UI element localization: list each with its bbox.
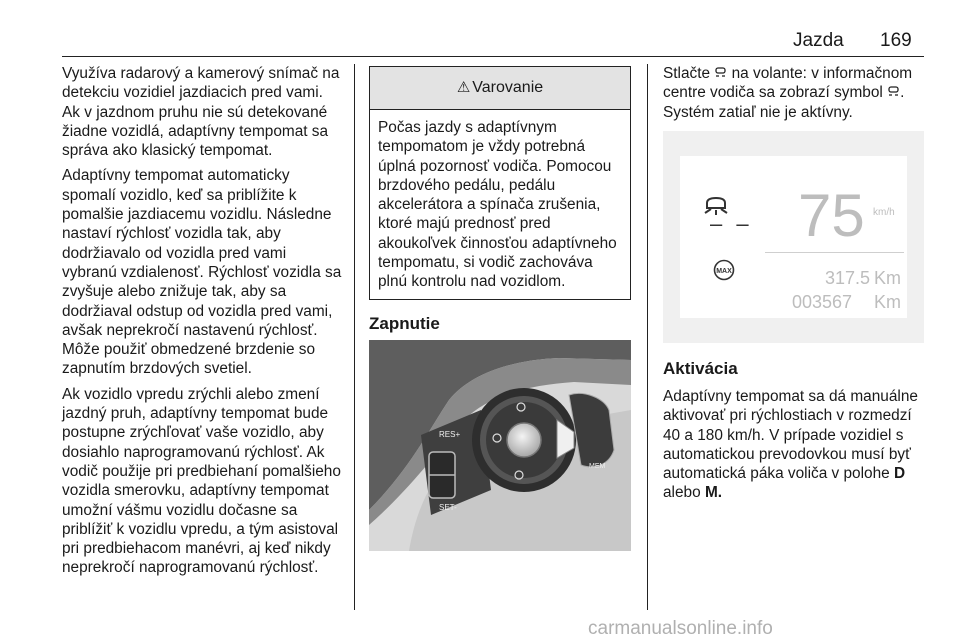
section-title-aktivacia: Aktivácia [663,359,738,378]
mem-label: MEM [589,463,606,470]
display-divider [765,252,904,253]
res-label: RES+ [439,430,461,439]
paragraph [663,64,933,122]
watermark: carmanualsonline.info [588,618,773,639]
paragraph: Adaptívny tempomat automaticky spomalí vozidlo, keď sa priblížite k pomalšie jazdiacemu vozidlu. Následne nastaví rýchlosť vozidla tak, aby dodržiavalo od vozidla pred vami vybranú vzdialenosť. Rýchlosť vozidla sa zvyšuje alebo znižuje tak, aby sa dodržiaval odstup od vozidla pred vami, avšak neprekročí nastavenú rýchlosť. Môže použiť obmedzené brzdenie so zapnutím brzdových svetiel. [62,167,342,378]
gear-m: M. [704,484,723,502]
steering-wheel-figure [369,340,631,551]
section-title-zapnutie: Zapnutie [369,314,440,333]
page-header [0,0,960,58]
warning-triangle-icon: ⚠ [456,79,471,96]
warning-title: Varovanie [472,79,544,96]
paragraph [663,387,933,503]
text-span: Stlačte [663,65,711,82]
warning-header [370,67,630,110]
adaptive-cruise-icon [714,66,727,79]
adaptive-cruise-icon [887,85,900,98]
column-1 [62,64,344,584]
warning-box [369,66,631,300]
display-screen [680,156,907,318]
trip-distance: 317.5 [825,268,871,288]
column-divider-2 [647,64,648,610]
text-span: alebo [663,484,701,502]
header-rule [62,56,924,57]
page-number: 169 [880,30,912,51]
paragraph: Využíva radarový a kamerový snímač na detekciu vozidiel jazdiacich pred vami. Ak v jazdnom pruhu nie sú detekované žiadne vozidlá, adaptívny tempomat sa správa ako klasický tempomat. [62,65,340,160]
odometer-unit: Km [874,292,901,312]
set-label: SET- [439,503,457,512]
speed-unit: km/h [873,207,895,218]
text-span: na volante: v informačnom centre vodiča sa zobrazí symbol [663,65,913,102]
set-speed-dashes: – – [710,211,753,236]
trip-unit: Km [874,268,901,288]
speed-limiter-max-icon [713,259,735,281]
chapter-title: Jazda [793,30,844,51]
activation-text [663,387,933,509]
cruise-control-buttons-icon [369,340,631,551]
speed-value: 75 [798,182,865,249]
text-span: . Systém zatiaľ nie je aktívny. [663,84,905,121]
column-3 [663,64,933,128]
warning-text: Počas jazdy s adaptívnym tempomatom je vždy potrebná úplná pozornosť vodiča. Pomocou brzdového pedálu, pedálu akcelerátora a spínača zrušenia, ktoré majú prednosť pred akoukoľvek činnosťou adaptívneho tempomatu, si vodič zachováva plnú kontrolu nad vozidlom. [378,119,617,291]
max-label: MAX [716,268,732,275]
column-divider-1 [354,64,355,610]
paragraph: Ak vozidlo vpredu zrýchli alebo zmení jazdný pruh, adaptívny tempomat bude postupne zrýchľovať vaše vozidlo, aby dosiahlo naprogramovanú rýchlosť. Ak vodič použije pri predbiehaní pomalšieho vozidla smerovku, adaptívny tempomat umožní vášmu vozidlu dočasne sa priblížiť k vozidlu vpredu, a tým asistoval pri predbiehacom manévri, aj keď nikdy neprekročí naprogramovanú rýchlosť. [62,385,341,577]
instrument-display-figure [663,131,924,343]
odometer: 003567 [792,292,853,312]
gear-d: D [894,465,906,483]
text-span: Adaptívny tempomat sa dá manuálne aktivovať pri rýchlostiach v rozmedzí 40 a 180 km/h. V prípade vozidiel s automatickou prevodovkou musí byť automatická páka voliča v polohe [663,388,918,483]
